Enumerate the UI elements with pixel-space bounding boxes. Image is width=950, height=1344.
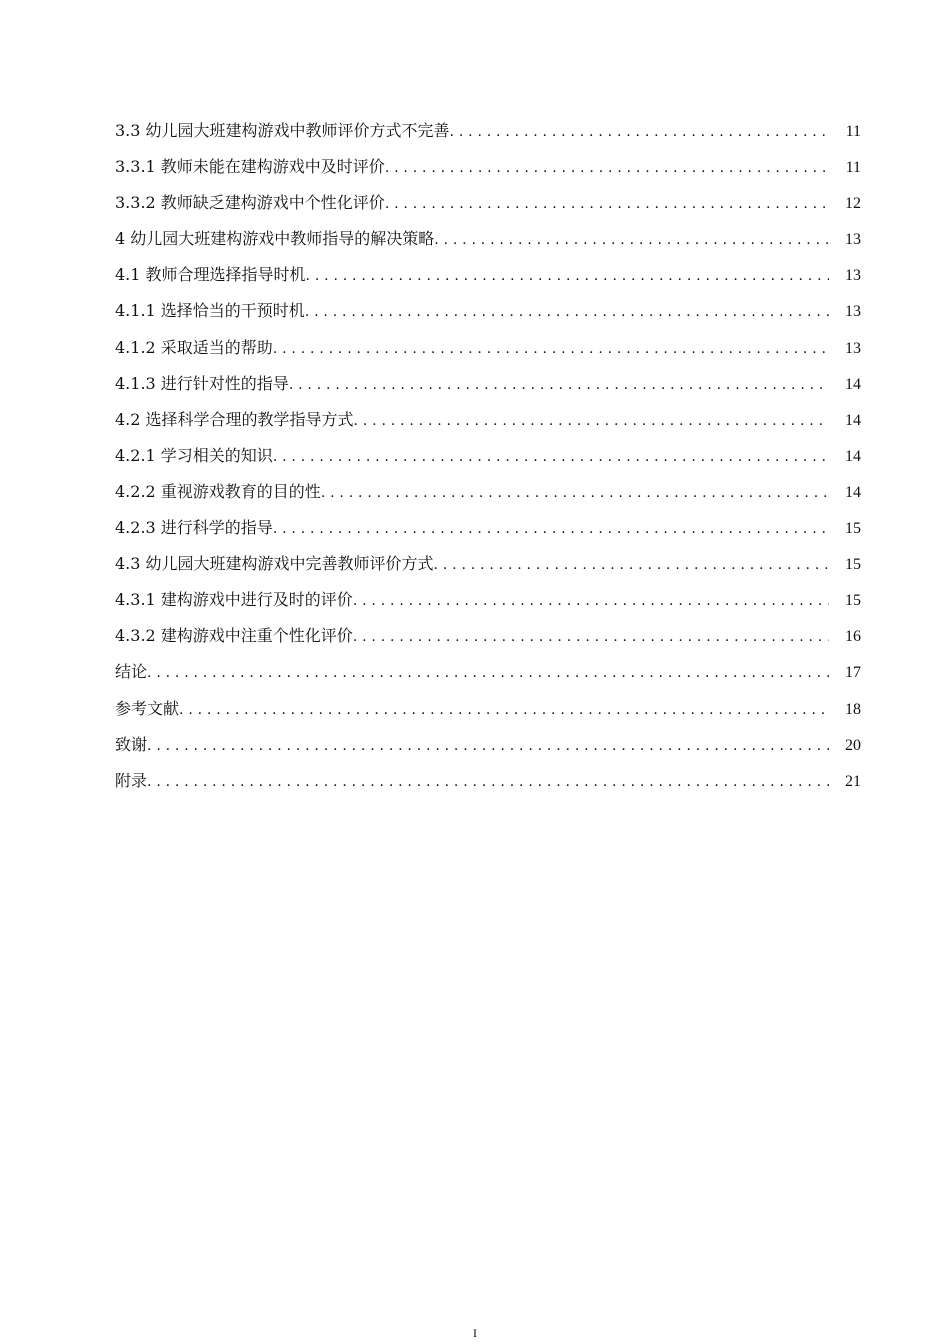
- toc-entry[interactable]: [115, 407, 861, 443]
- toc-entry-label: 4.3 幼儿园大班建构游戏中完善教师评价方式: [115, 554, 434, 574]
- toc-entry-label: 3.3.1 教师未能在建构游戏中及时评价: [115, 157, 385, 177]
- toc-entry-label: 4.3.1 建构游戏中进行及时的评价: [115, 590, 353, 610]
- toc-entry-label: 3.3.2 教师缺乏建构游戏中个性化评价: [115, 193, 385, 213]
- toc-entry-page: 13: [845, 303, 861, 321]
- toc-dot-leader: [305, 304, 829, 320]
- toc-entry[interactable]: [115, 262, 861, 298]
- page-number: I: [473, 1326, 477, 1340]
- toc-entry[interactable]: [115, 587, 861, 623]
- toc-entry[interactable]: [115, 696, 861, 732]
- toc-dot-leader: [385, 160, 829, 176]
- toc-entry-label: 4.2.1 学习相关的知识: [115, 445, 273, 465]
- toc-dot-leader: [353, 629, 829, 645]
- toc-dot-leader: [273, 449, 829, 465]
- toc-entry-label: 4.1.2 采取适当的帮助: [115, 337, 273, 357]
- toc-entry-page: 15: [845, 556, 861, 574]
- toc-entry-label: 4.1.1 选择恰当的干预时机: [115, 301, 305, 321]
- toc-entry-page: 13: [845, 339, 861, 357]
- toc-entry[interactable]: [115, 515, 861, 551]
- toc-entry-label: 4.3.2 建构游戏中注重个性化评价: [115, 626, 353, 646]
- toc-entry-page: 17: [845, 664, 861, 682]
- toc-entry-page: 13: [845, 231, 861, 249]
- toc-entry-label: 结论: [115, 662, 148, 682]
- toc-entry[interactable]: [115, 118, 861, 154]
- toc-entry[interactable]: [115, 443, 861, 479]
- toc-entry[interactable]: [115, 226, 861, 262]
- table-of-contents: [115, 118, 861, 804]
- toc-entry-page: 13: [845, 267, 861, 285]
- toc-entry-label: 4.2 选择科学合理的教学指导方式: [115, 409, 354, 429]
- toc-entry-page: 16: [845, 628, 861, 646]
- toc-entry[interactable]: [115, 551, 861, 587]
- toc-entry[interactable]: [115, 623, 861, 659]
- toc-entry-page: 11: [845, 159, 861, 177]
- toc-dot-leader: [353, 593, 829, 609]
- toc-entry[interactable]: [115, 190, 861, 226]
- toc-dot-leader: [147, 665, 829, 681]
- toc-entry-page: 15: [845, 520, 861, 538]
- toc-entry[interactable]: [115, 298, 861, 334]
- toc-dot-leader: [273, 341, 829, 357]
- toc-entry-page: 15: [845, 592, 861, 610]
- toc-entry-label: 4.1.3 进行针对性的指导: [115, 373, 289, 393]
- toc-entry-label: 参考文献: [115, 698, 180, 718]
- toc-entry-page: 18: [845, 700, 861, 718]
- toc-entry-page: 14: [845, 483, 861, 501]
- toc-entry-label: 4 幼儿园大班建构游戏中教师指导的解决策略: [115, 229, 435, 249]
- toc-dot-leader: [434, 232, 829, 248]
- toc-dot-leader: [289, 377, 829, 393]
- toc-dot-leader: [147, 774, 829, 790]
- toc-entry-page: 14: [845, 411, 861, 429]
- toc-dot-leader: [434, 557, 829, 573]
- toc-dot-leader: [179, 702, 829, 718]
- toc-entry-page: 12: [845, 195, 861, 213]
- toc-dot-leader: [354, 413, 829, 429]
- toc-entry-page: 21: [845, 772, 861, 790]
- toc-entry-label: 4.2.3 进行科学的指导: [115, 518, 273, 538]
- toc-dot-leader: [385, 196, 829, 212]
- toc-entry-label: 3.3 幼儿园大班建构游戏中教师评价方式不完善: [115, 121, 450, 140]
- toc-entry[interactable]: [115, 659, 861, 695]
- toc-dot-leader: [273, 521, 829, 537]
- toc-entry[interactable]: [115, 335, 861, 371]
- toc-entry[interactable]: [115, 479, 861, 515]
- toc-entry-page: 20: [845, 736, 861, 754]
- toc-dot-leader: [147, 738, 829, 754]
- toc-dot-leader: [450, 124, 829, 140]
- toc-entry-page: 14: [845, 375, 861, 393]
- toc-entry[interactable]: [115, 732, 861, 768]
- toc-entry-label: 致谢: [115, 734, 148, 754]
- toc-entry-page: 11: [845, 123, 861, 140]
- toc-dot-leader: [321, 485, 829, 501]
- toc-entry-label: 4.2.2 重视游戏教育的目的性: [115, 481, 321, 501]
- toc-entry[interactable]: [115, 768, 861, 804]
- toc-entry[interactable]: [115, 371, 861, 407]
- toc-entry-label: 附录: [115, 770, 148, 790]
- toc-dot-leader: [306, 268, 829, 284]
- toc-entry-page: 14: [845, 447, 861, 465]
- toc-entry-label: 4.1 教师合理选择指导时机: [115, 265, 306, 285]
- toc-entry[interactable]: [115, 154, 861, 190]
